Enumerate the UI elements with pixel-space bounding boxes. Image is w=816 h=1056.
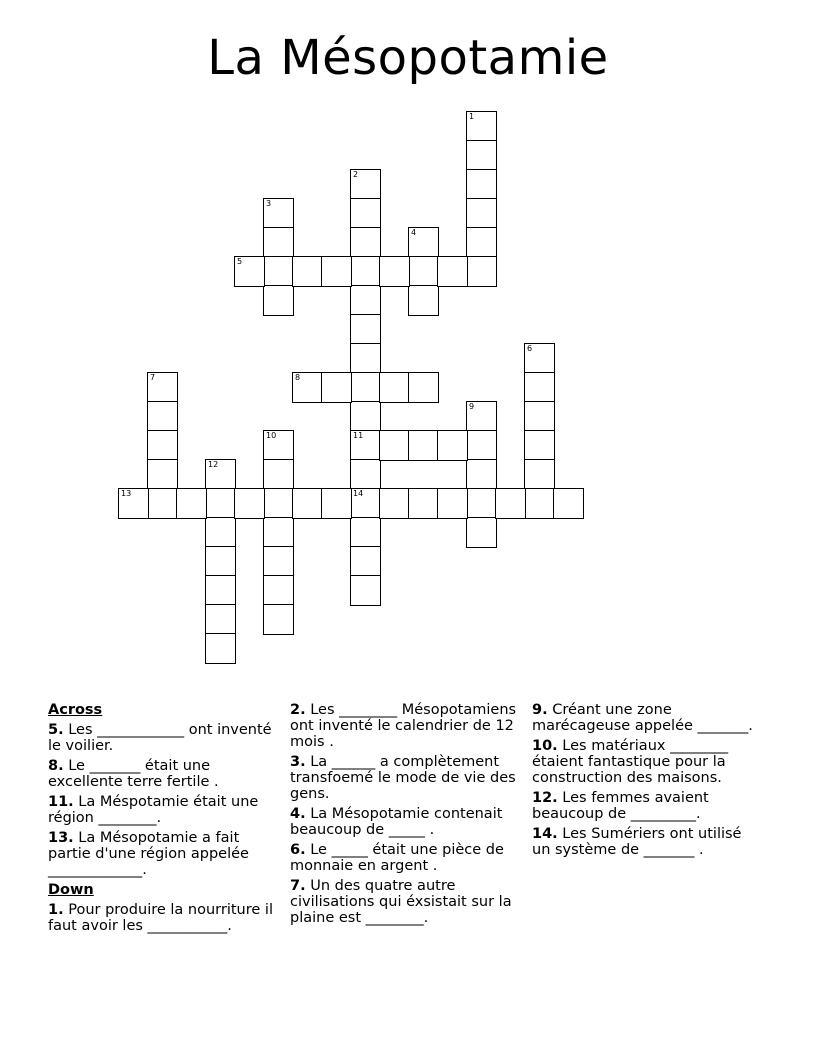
clue-number-label: 1: [469, 112, 475, 121]
down-heading: Down: [48, 882, 94, 898]
grid-cell[interactable]: [437, 430, 468, 461]
grid-cell[interactable]: [263, 517, 294, 548]
clue-number: 7.: [290, 878, 306, 894]
grid-cell[interactable]: [350, 285, 381, 316]
grid-cell[interactable]: [321, 372, 352, 403]
grid-cell[interactable]: [408, 256, 439, 287]
clue-item: [290, 806, 524, 838]
grid-cell[interactable]: [321, 488, 352, 519]
grid-cell[interactable]: [466, 198, 497, 229]
clue-item: [48, 758, 280, 790]
clue-number: 13.: [48, 830, 74, 846]
clue-item: [290, 842, 524, 874]
grid-cell[interactable]: [350, 314, 381, 345]
grid-cell[interactable]: [350, 488, 381, 519]
clue-item: [532, 702, 764, 734]
clue-item: [48, 830, 280, 878]
clue-text: La ______ a complètement transfoemé le mode de vie des gens.: [290, 754, 516, 802]
clue-text: La Mésopotamie contenait beaucoup de _____ .: [290, 806, 503, 838]
clue-item: [532, 826, 764, 858]
grid-cell[interactable]: [466, 111, 497, 142]
grid-cell[interactable]: [350, 575, 381, 606]
clue-number: 10.: [532, 738, 558, 754]
grid-cell[interactable]: [350, 256, 381, 287]
clue-text: Créant une zone marécageuse appelée _______.: [532, 702, 753, 734]
clues-column-2: [290, 702, 524, 930]
grid-cell[interactable]: [263, 198, 294, 229]
clue-number: 14.: [532, 826, 558, 842]
clue-text: La Méspotamie était une région ________.: [48, 794, 259, 826]
grid-cell[interactable]: [292, 372, 323, 403]
grid-cell[interactable]: [437, 256, 468, 287]
grid-cell[interactable]: [263, 546, 294, 577]
grid-cell[interactable]: [176, 488, 207, 519]
grid-cell[interactable]: [466, 256, 497, 287]
clue-number: 12.: [532, 790, 558, 806]
grid-cell[interactable]: [147, 430, 178, 461]
clue-number-label: 7: [150, 373, 156, 382]
grid-cell[interactable]: [263, 430, 294, 461]
grid-cell[interactable]: [466, 169, 497, 200]
clue-text: Pour produire la nourriture il faut avoir les ___________.: [48, 902, 273, 934]
grid-cell[interactable]: [147, 372, 178, 403]
grid-cell[interactable]: [466, 488, 497, 519]
grid-cell[interactable]: [350, 517, 381, 548]
grid-cell[interactable]: [147, 488, 178, 519]
clue-number: 9.: [532, 702, 548, 718]
clue-number-label: 9: [469, 402, 475, 411]
grid-cell[interactable]: [292, 488, 323, 519]
grid-cell[interactable]: [205, 604, 236, 635]
grid-cell[interactable]: [263, 459, 294, 490]
clue-number-label: 2: [353, 170, 359, 179]
grid-cell[interactable]: [408, 285, 439, 316]
grid-cell[interactable]: [205, 633, 236, 664]
grid-cell[interactable]: [147, 401, 178, 432]
grid-cell[interactable]: [553, 488, 584, 519]
grid-cell[interactable]: [466, 517, 497, 548]
clue-number-label: 6: [527, 344, 533, 353]
grid-cell[interactable]: [524, 343, 555, 374]
down-list-col2: [290, 702, 524, 926]
grid-cell[interactable]: [408, 430, 439, 461]
grid-cell[interactable]: [350, 546, 381, 577]
clue-text: Les ____________ ont inventé le voilier.: [48, 722, 272, 754]
grid-cell[interactable]: [524, 488, 555, 519]
grid-cell[interactable]: [205, 575, 236, 606]
grid-cell[interactable]: [466, 430, 497, 461]
clue-number-label: 12: [208, 460, 219, 469]
grid-cell[interactable]: [524, 401, 555, 432]
clue-text: Les ________ Mésopotamiens ont inventé le calendrier de 12 mois .: [290, 702, 517, 750]
grid-cell[interactable]: [263, 604, 294, 635]
down-list-col1: [48, 902, 280, 934]
clue-number: 4.: [290, 806, 306, 822]
clues-column-3: [532, 702, 764, 862]
grid-cell[interactable]: [350, 372, 381, 403]
grid-cell[interactable]: [408, 227, 439, 258]
grid-cell[interactable]: [350, 198, 381, 229]
grid-cell[interactable]: [379, 430, 410, 461]
clue-number: 6.: [290, 842, 306, 858]
clue-number: 5.: [48, 722, 64, 738]
grid-cell[interactable]: [118, 488, 149, 519]
grid-cell[interactable]: [321, 256, 352, 287]
grid-cell[interactable]: [147, 459, 178, 490]
grid-cell[interactable]: [234, 488, 265, 519]
clue-number: 1.: [48, 902, 64, 918]
grid-cell[interactable]: [524, 372, 555, 403]
clue-item: [48, 902, 280, 934]
clue-text: Les matériaux ________ étaient fantastique pour la construction des maisons.: [532, 738, 729, 786]
grid-cell[interactable]: [263, 256, 294, 287]
grid-cell[interactable]: [292, 256, 323, 287]
clue-number-label: 4: [411, 228, 417, 237]
clue-number-label: 10: [266, 431, 277, 440]
clue-number-label: 3: [266, 199, 272, 208]
clue-number: 8.: [48, 758, 64, 774]
grid-cell[interactable]: [524, 459, 555, 490]
grid-cell[interactable]: [466, 140, 497, 171]
clue-item: [532, 790, 764, 822]
clue-item: [290, 702, 524, 750]
clue-number: 11.: [48, 794, 74, 810]
grid-cell[interactable]: [350, 430, 381, 461]
clues-column-1: [48, 702, 280, 938]
clue-number: 3.: [290, 754, 306, 770]
grid-cell[interactable]: [350, 459, 381, 490]
clue-item: [290, 754, 524, 802]
grid-cell[interactable]: [379, 372, 410, 403]
clue-item: [532, 738, 764, 786]
grid-cell[interactable]: [379, 256, 410, 287]
clue-number-label: 5: [237, 257, 243, 266]
page-title: La Mésopotamie: [207, 30, 609, 86]
clue-text: Le _______ était une excellente terre fertile .: [48, 758, 219, 790]
grid-cell[interactable]: [263, 227, 294, 258]
down-list-col3: [532, 702, 764, 858]
grid-cell[interactable]: [205, 546, 236, 577]
clue-text: Un des quatre autre civilisations qui éxsistait sur la plaine est ________.: [290, 878, 512, 926]
grid-cell[interactable]: [437, 488, 468, 519]
grid-cell[interactable]: [263, 575, 294, 606]
grid-cell[interactable]: [466, 401, 497, 432]
clue-text: La Mésopotamie a fait partie d'une région appelée _____________.: [48, 830, 249, 878]
clue-item: [48, 722, 280, 754]
grid-cell[interactable]: [263, 285, 294, 316]
grid-cell[interactable]: [495, 488, 526, 519]
across-heading: Across: [48, 702, 103, 718]
grid-cell[interactable]: [350, 401, 381, 432]
clue-number-label: 8: [295, 373, 301, 382]
clue-item: [48, 794, 280, 826]
clue-text: Les femmes avaient beaucoup de _________.: [532, 790, 709, 822]
grid-cell[interactable]: [350, 227, 381, 258]
grid-cell[interactable]: [379, 488, 410, 519]
grid-cell[interactable]: [524, 430, 555, 461]
clue-text: Les Sumériers ont utilisé un système de _______ .: [532, 826, 742, 858]
grid-cell[interactable]: [205, 517, 236, 548]
grid-cell[interactable]: [466, 227, 497, 258]
grid-cell[interactable]: [234, 256, 265, 287]
across-list-col1: [48, 722, 280, 878]
grid-cell[interactable]: [205, 488, 236, 519]
clue-number: 2.: [290, 702, 306, 718]
grid-cell[interactable]: [408, 488, 439, 519]
grid-cell[interactable]: [350, 169, 381, 200]
grid-cell[interactable]: [263, 488, 294, 519]
grid-cell[interactable]: [466, 459, 497, 490]
grid-cell[interactable]: [408, 372, 439, 403]
clue-number-label: 11: [353, 431, 364, 440]
grid-cell[interactable]: [205, 459, 236, 490]
clue-text: Le _____ était une pièce de monnaie en argent .: [290, 842, 504, 874]
clue-number-label: 14: [353, 489, 364, 498]
clue-item: [290, 878, 524, 926]
grid-cell[interactable]: [350, 343, 381, 374]
clue-number-label: 13: [121, 489, 132, 498]
